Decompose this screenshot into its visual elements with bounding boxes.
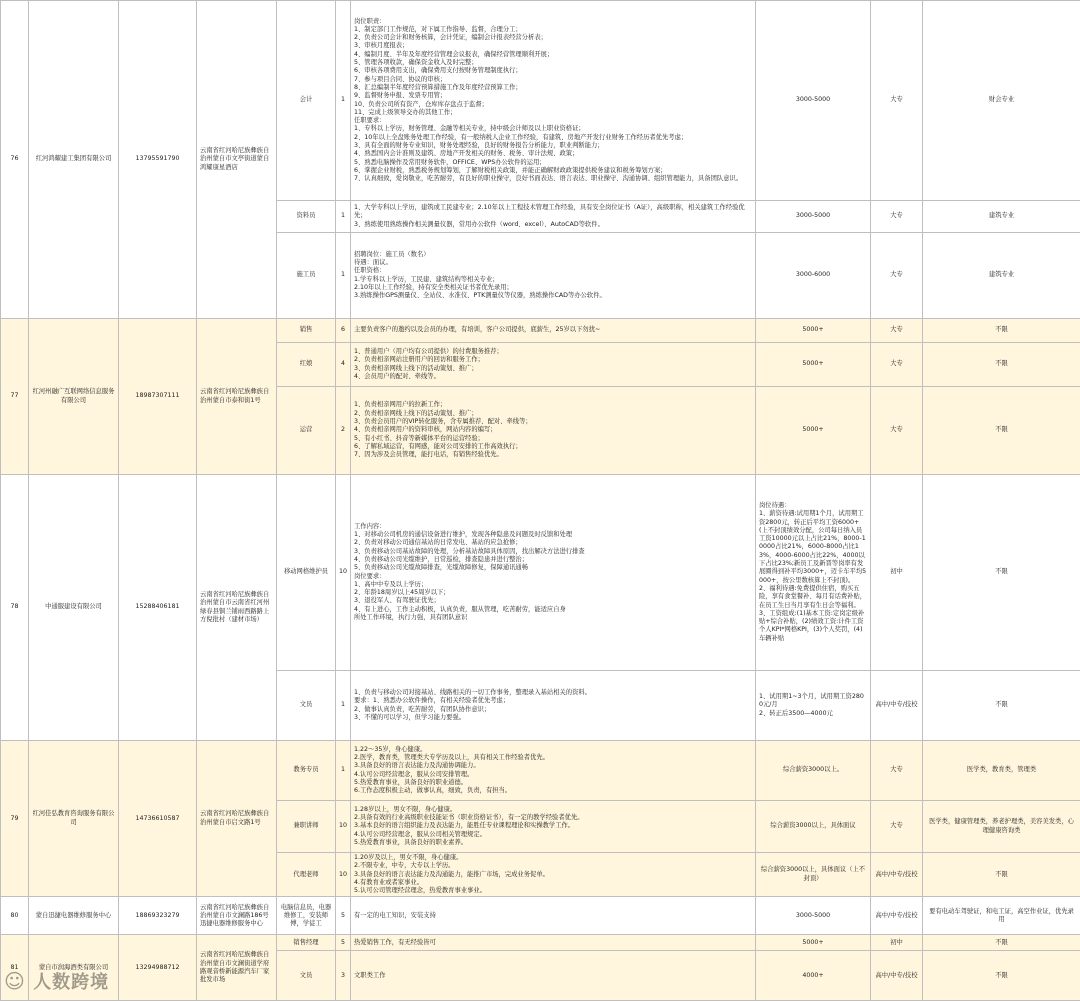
job-description: 招聘岗位：施工员（数名） 待遇：面议。 任职资格： 1.学专科以上学历，工民建、建筑结构等相关专业； 2.10年以上工作经验，持有安全类相关证书者优先录用； 3.熟练操作GPS测量仪、全站仪、水准仪、PTK测量仪等仪器，熟练操作CAD等办公软件。 — [351, 233, 756, 319]
table-row — [1, 1, 1080, 201]
job-description: 有一定的电工知识，安装支持 — [351, 897, 756, 935]
job-description: 热爱销售工作，有无经验皆可 — [351, 935, 756, 951]
job-count: 1 — [336, 671, 351, 741]
phone-number: 18869323279 — [119, 897, 197, 935]
job-salary: 综合薪资3000以上。 — [756, 741, 871, 801]
job-description: 工作内容： 1、对移动公司机房的通信设备进行维护，发现各种隐患及问题及时反馈和处理 2、负责对移动公司通信基站的日常发电、基站的应急抢修； 3、负责移动公司基站故障的处理，分析基站故障具体原因，找出解决方法进行排查 4、负责移动公司光缆维护，日常巡检，排查隐患并进行整治； 5、负责移动公司光缆故障排查，光缆故障修复，保障通讯通畅 岗位要求： 1、高中中专及以上学历； 2、年龄18周岁以上45周岁以下； 3、退役军人、有驾驶证优先； 4、有上进心，工作主动积极，认真负责，服从管理，吃苦耐劳，能适应自身 所处工作环境，执行力强，具有团队意识 — [351, 475, 756, 671]
job-education: 大专 — [871, 387, 923, 475]
job-education: 大专 — [871, 319, 923, 343]
job-title: 销售经理 — [277, 935, 336, 951]
job-count: 1 — [336, 201, 351, 233]
company-address: 云南省红河哈尼族彝族自治州蒙自市云南省红河州绿春县铜兰铺雨西路路上方倪批村（建材市场） — [197, 475, 277, 741]
job-salary: 5000+ — [756, 935, 871, 951]
table-row — [1, 319, 1080, 343]
job-education: 初中 — [871, 475, 923, 671]
job-count: 5 — [336, 897, 351, 935]
job-salary: 3000-5000 — [756, 1, 871, 201]
watermark — [4, 968, 109, 994]
job-title: 运营 — [277, 387, 336, 475]
table-row — [1, 741, 1080, 801]
table-row — [1, 475, 1080, 671]
company-name: 红河州融广互联网络信息服务有限公司 — [29, 319, 119, 475]
job-title: 文员 — [277, 671, 336, 741]
company-address: 云南省红河哈尼族彝族自治州蒙自市文澜街道学府路观音桥新能源汽车厂家批发市场 — [197, 935, 277, 1001]
job-salary: 5000+ — [756, 319, 871, 343]
job-title: 会计 — [277, 1, 336, 201]
job-count: 5 — [336, 935, 351, 951]
company-name: 蒙自市润海酒类有限公司 — [29, 935, 119, 1001]
job-education: 大专 — [871, 233, 923, 319]
job-salary: 5000+ — [756, 343, 871, 387]
job-salary: 3000-6000 — [756, 233, 871, 319]
job-description: 1.22～35岁，身心健康。 2.医学，教育类，管理类大专学历及以上，具有相关工作经验者优先。 3.具备良好的语言表达能力及沟通协调能力。 4.认可公司经营理念，服从公司安排管理。 5.热爱教育事业，具备良好的职业道德。 6.工作态度积极主动，做事认真，细致，负责，有担当。 — [351, 741, 756, 801]
job-title: 文员 — [277, 951, 336, 1001]
job-major: 医学类，健康管理类，养老护理类，美容美发类，心理健康咨询类 — [923, 801, 1080, 853]
job-education: 大专 — [871, 741, 923, 801]
job-title: 电脑信息员，电器维修工，安装师傅，学徒工 — [277, 897, 336, 935]
job-description: 主要负责客户的邀约以及会员的办理，有培训，客户公司提供，底薪生，25岁以下勿扰~ — [351, 319, 756, 343]
job-salary: 5000+ — [756, 387, 871, 475]
job-major: 不限 — [923, 671, 1080, 741]
watermark-text: 人数跨境 — [33, 972, 109, 993]
job-major: 不限 — [923, 319, 1080, 343]
job-major: 不限 — [923, 387, 1080, 475]
job-count: 6 — [336, 319, 351, 343]
job-description: 岗位职责： 1、制定部门工作规范，对下属工作指导、监督，合理分工； 2、负责公司会计和财务核算，会计凭证，编制会计报表经营分析表； 3、审核月度报表； 4、编制月度、半年及年度经营管理会议报表，确保经营管理顺利开展； 5、管理各项收款，确保资金收入及时完整； 6、审核各项费用支出，确保费用支付按财务管理制度执行； 7、参与项目合同、协议的审核； 8、汇总编制半年度经营预算措施工作及年度经营预算工作； 9、监督财务申报、发票专用管； 10、负责公司所有资产，仓库库存盘点于监督； 11、完成上级领导交办的其他工作； 任职要求： 1、专科以上学历，财务管理、金融等相关专业，持中级会计师及以上职业资格证； 2、10年以上全盘账务处理工作经验，有一般纳税人企业工作经验，有建筑、房地产开发行业财务工作经历者优先考虑； 3、具有全面的财务专业知识，财务处理经验，良好的财务报告分析能力，职业判断能力； 4、熟悉国内会计准则及建筑、房地产开发相关的财务、税务、审计法规、政策； 5、熟悉电脑操作及常用财务软件，OFFICE、WPS办公软件的运用； 6、掌握企业财税，熟悉税务规划筹划，了解财税相关政策，并能正确解财政政策提供税务建议和税务筹划方案； 7、认真细致，爱岗敬业，吃苦耐劳，有良好的职业操守，良好书面表达、语言表达、职业操守、沟通协调、组织管理能力，具备团队意识。 — [351, 1, 756, 201]
job-major: 不限 — [923, 951, 1080, 1001]
job-education: 高中/中专/技校 — [871, 853, 923, 897]
company-address: 云南省红河哈尼族彝族自治州蒙自市泰和街1号 — [197, 319, 277, 475]
job-salary: 综合薪资3000以上，具体面议 — [756, 801, 871, 853]
phone-number: 13294988712 — [119, 935, 197, 1001]
job-benefits: 1、试用期1~3个月，试用期工资2800元/月 2、转正后3500—4000元 — [756, 671, 871, 741]
row-number: 81 — [1, 935, 29, 1001]
company-address: 云南省红河哈尼族彝族自治州蒙自市文澜路186号迅捷电器维修服务中心 — [197, 897, 277, 935]
job-title: 资料员 — [277, 201, 336, 233]
job-major: 不限 — [923, 343, 1080, 387]
job-description: 1、普通用户（用户均有公司提供）的付费服务推荐； 2、负责相亲网站注册用户的回访和服务工作； 3、负责相亲网线上线下的活动策划、推广； 4、会员用户的配对、牵线等。 — [351, 343, 756, 387]
job-title: 红娘 — [277, 343, 336, 387]
job-major: 医学类，教育类，管理类 — [923, 741, 1080, 801]
job-education: 初中 — [871, 935, 923, 951]
job-count: 1 — [336, 1, 351, 201]
job-count: 4 — [336, 343, 351, 387]
job-description: 1.28岁以上，男女不限，身心健康。 2.具备有效的行业高级职业技能证书（职业资格证书），有一定的教学经验者优先。 3.基本良好的语言组织能力及表达能力，能胜任专业课程理论和实操教学工作。 4.认可公司经营理念，服从公司相关管理规定。 5.热爱教育事业，具备良好的职业素养。 — [351, 801, 756, 853]
job-count: 3 — [336, 951, 351, 1001]
job-title: 移动网格维护员 — [277, 475, 336, 671]
job-salary: 综合薪资3000以上，具体面议（上不封顶） — [756, 853, 871, 897]
job-salary: 4000+ — [756, 951, 871, 1001]
company-name: 蒙自迅捷电器维修服务中心 — [29, 897, 119, 935]
job-count: 1 — [336, 233, 351, 319]
job-education: 大专 — [871, 201, 923, 233]
job-major: 不限 — [923, 935, 1080, 951]
company-name: 红河佳弘教育咨询服务有限公司 — [29, 741, 119, 897]
job-salary: 3000-5000 — [756, 201, 871, 233]
job-title: 兼职讲师 — [277, 801, 336, 853]
job-major: 要有电动车驾驶证，和电工证，高空作业证，优先录用 — [923, 897, 1080, 935]
row-number: 76 — [1, 1, 29, 319]
job-count: 10 — [336, 853, 351, 897]
job-major: 建筑专业 — [923, 201, 1080, 233]
job-salary: 3000-5000 — [756, 897, 871, 935]
row-number: 80 — [1, 897, 29, 935]
job-education: 高中/中专/技校 — [871, 951, 923, 1001]
table-row — [1, 935, 1080, 951]
job-major: 不限 — [923, 853, 1080, 897]
job-count: 10 — [336, 475, 351, 671]
company-name: 中通服建设有限公司 — [29, 475, 119, 741]
job-description: 1、负责与移动公司对接基站、线路相关的一切工作事务，整理录入基站相关的资料。 要求：1、熟悉办公软件操作，有相关经验者优先考虑； 2、做事认真负责，吃苦耐劳，有团队协作意识； 3、不懂的可以学习，但学习能力要强。 — [351, 671, 756, 741]
row-number: 77 — [1, 319, 29, 475]
job-major: 不限 — [923, 475, 1080, 671]
job-major: 财会专业 — [923, 1, 1080, 201]
job-education: 大专 — [871, 343, 923, 387]
job-description: 1、负责相亲网用户的拉新工作； 2、负责相亲网线上线下的活动策划、推广； 3、负责会员用户的VIP转化服务，含专属推荐、配对、牵线等； 4、负责相亲网用户的资料审核，网站内容的编写； 5、有小红书、抖音等新媒体平台的运营经验； 6、了解私域运营，有网感，能对公司安排的工作高效执行； 7、因为涉及会员管理，能打电话，有销售经验优先。 — [351, 387, 756, 475]
job-benefits: 岗位待遇： 1、薪资待遇:试用期1个月，试用期工资2800元，转正后平均工资6000+(上不封顶绩效分配，公司每日纳入员工资10000元以上占比21%，8000-10000占比21%，6000-8000占比13%，4000-6000占比22%，4000以下占比23%;新员工及新晋等岗率有发展圈得到补平均3000+，迈卡车平均5000+，按公里数核算上不封顶)。 2、福利待遇:免费提供住宿，购买五险，享有食堂餐补、每月有话费补贴，在员工生日当月享有生日会等福利。 3、工资组成:(1)基本工资:定岗定级补贴+综合补贴，(2)绩效工资:计件工资个人KPI*网格KPI，(3)个人奖罚，(4)车辆补贴 — [756, 475, 871, 671]
logo-face-icon: ☺ — [4, 969, 26, 993]
job-count: 10 — [336, 801, 351, 853]
phone-number: 15288406181 — [119, 475, 197, 741]
job-title: 施工员 — [277, 233, 336, 319]
row-number: 78 — [1, 475, 29, 741]
job-count: 2 — [336, 387, 351, 475]
company-address: 云南省红河哈尼族彝族自治州蒙自市启文路1号 — [197, 741, 277, 897]
company-name: 红河鸿耀建工集团有限公司 — [29, 1, 119, 319]
row-number: 79 — [1, 741, 29, 897]
job-education: 高中/中专/技校 — [871, 671, 923, 741]
company-address: 云南省红河哈尼族彝族自治州蒙自市文亭街道蒙自鸿耀康星酒店 — [197, 1, 277, 319]
job-description: 文职类工作 — [351, 951, 756, 1001]
phone-number: 18987307111 — [119, 319, 197, 475]
job-description: 1.20岁及以上，男女不限，身心健康。 2.不限专业，中专，大专以上学历。 3.具备良好的语言表达能力及沟通能力，能推广市场，完成业务促单。 4.有教育业或者家事业。 5.认可公司管理经营理念，热爱教育事业事业。 — [351, 853, 756, 897]
phone-number: 13795591790 — [119, 1, 197, 319]
job-description: 1、大学专科以上学历，建筑或工民建专业；2.10年以上工程技术管理工作经验，具有安全岗位证书（A证），高级职称，相关建筑工作经验优先； 3、熟练使用熟练操作相关测量仪器，常用办公软件（word、excel）、AutoCAD等软件。 — [351, 201, 756, 233]
job-education: 大专 — [871, 801, 923, 853]
job-title: 代理老师 — [277, 853, 336, 897]
job-education: 高中/中专/技校 — [871, 897, 923, 935]
job-education: 大专 — [871, 1, 923, 201]
job-major: 建筑专业 — [923, 233, 1080, 319]
job-count: 1 — [336, 741, 351, 801]
job-title: 教务专员 — [277, 741, 336, 801]
phone-number: 14736610587 — [119, 741, 197, 897]
job-title: 销售 — [277, 319, 336, 343]
table-row — [1, 897, 1080, 935]
